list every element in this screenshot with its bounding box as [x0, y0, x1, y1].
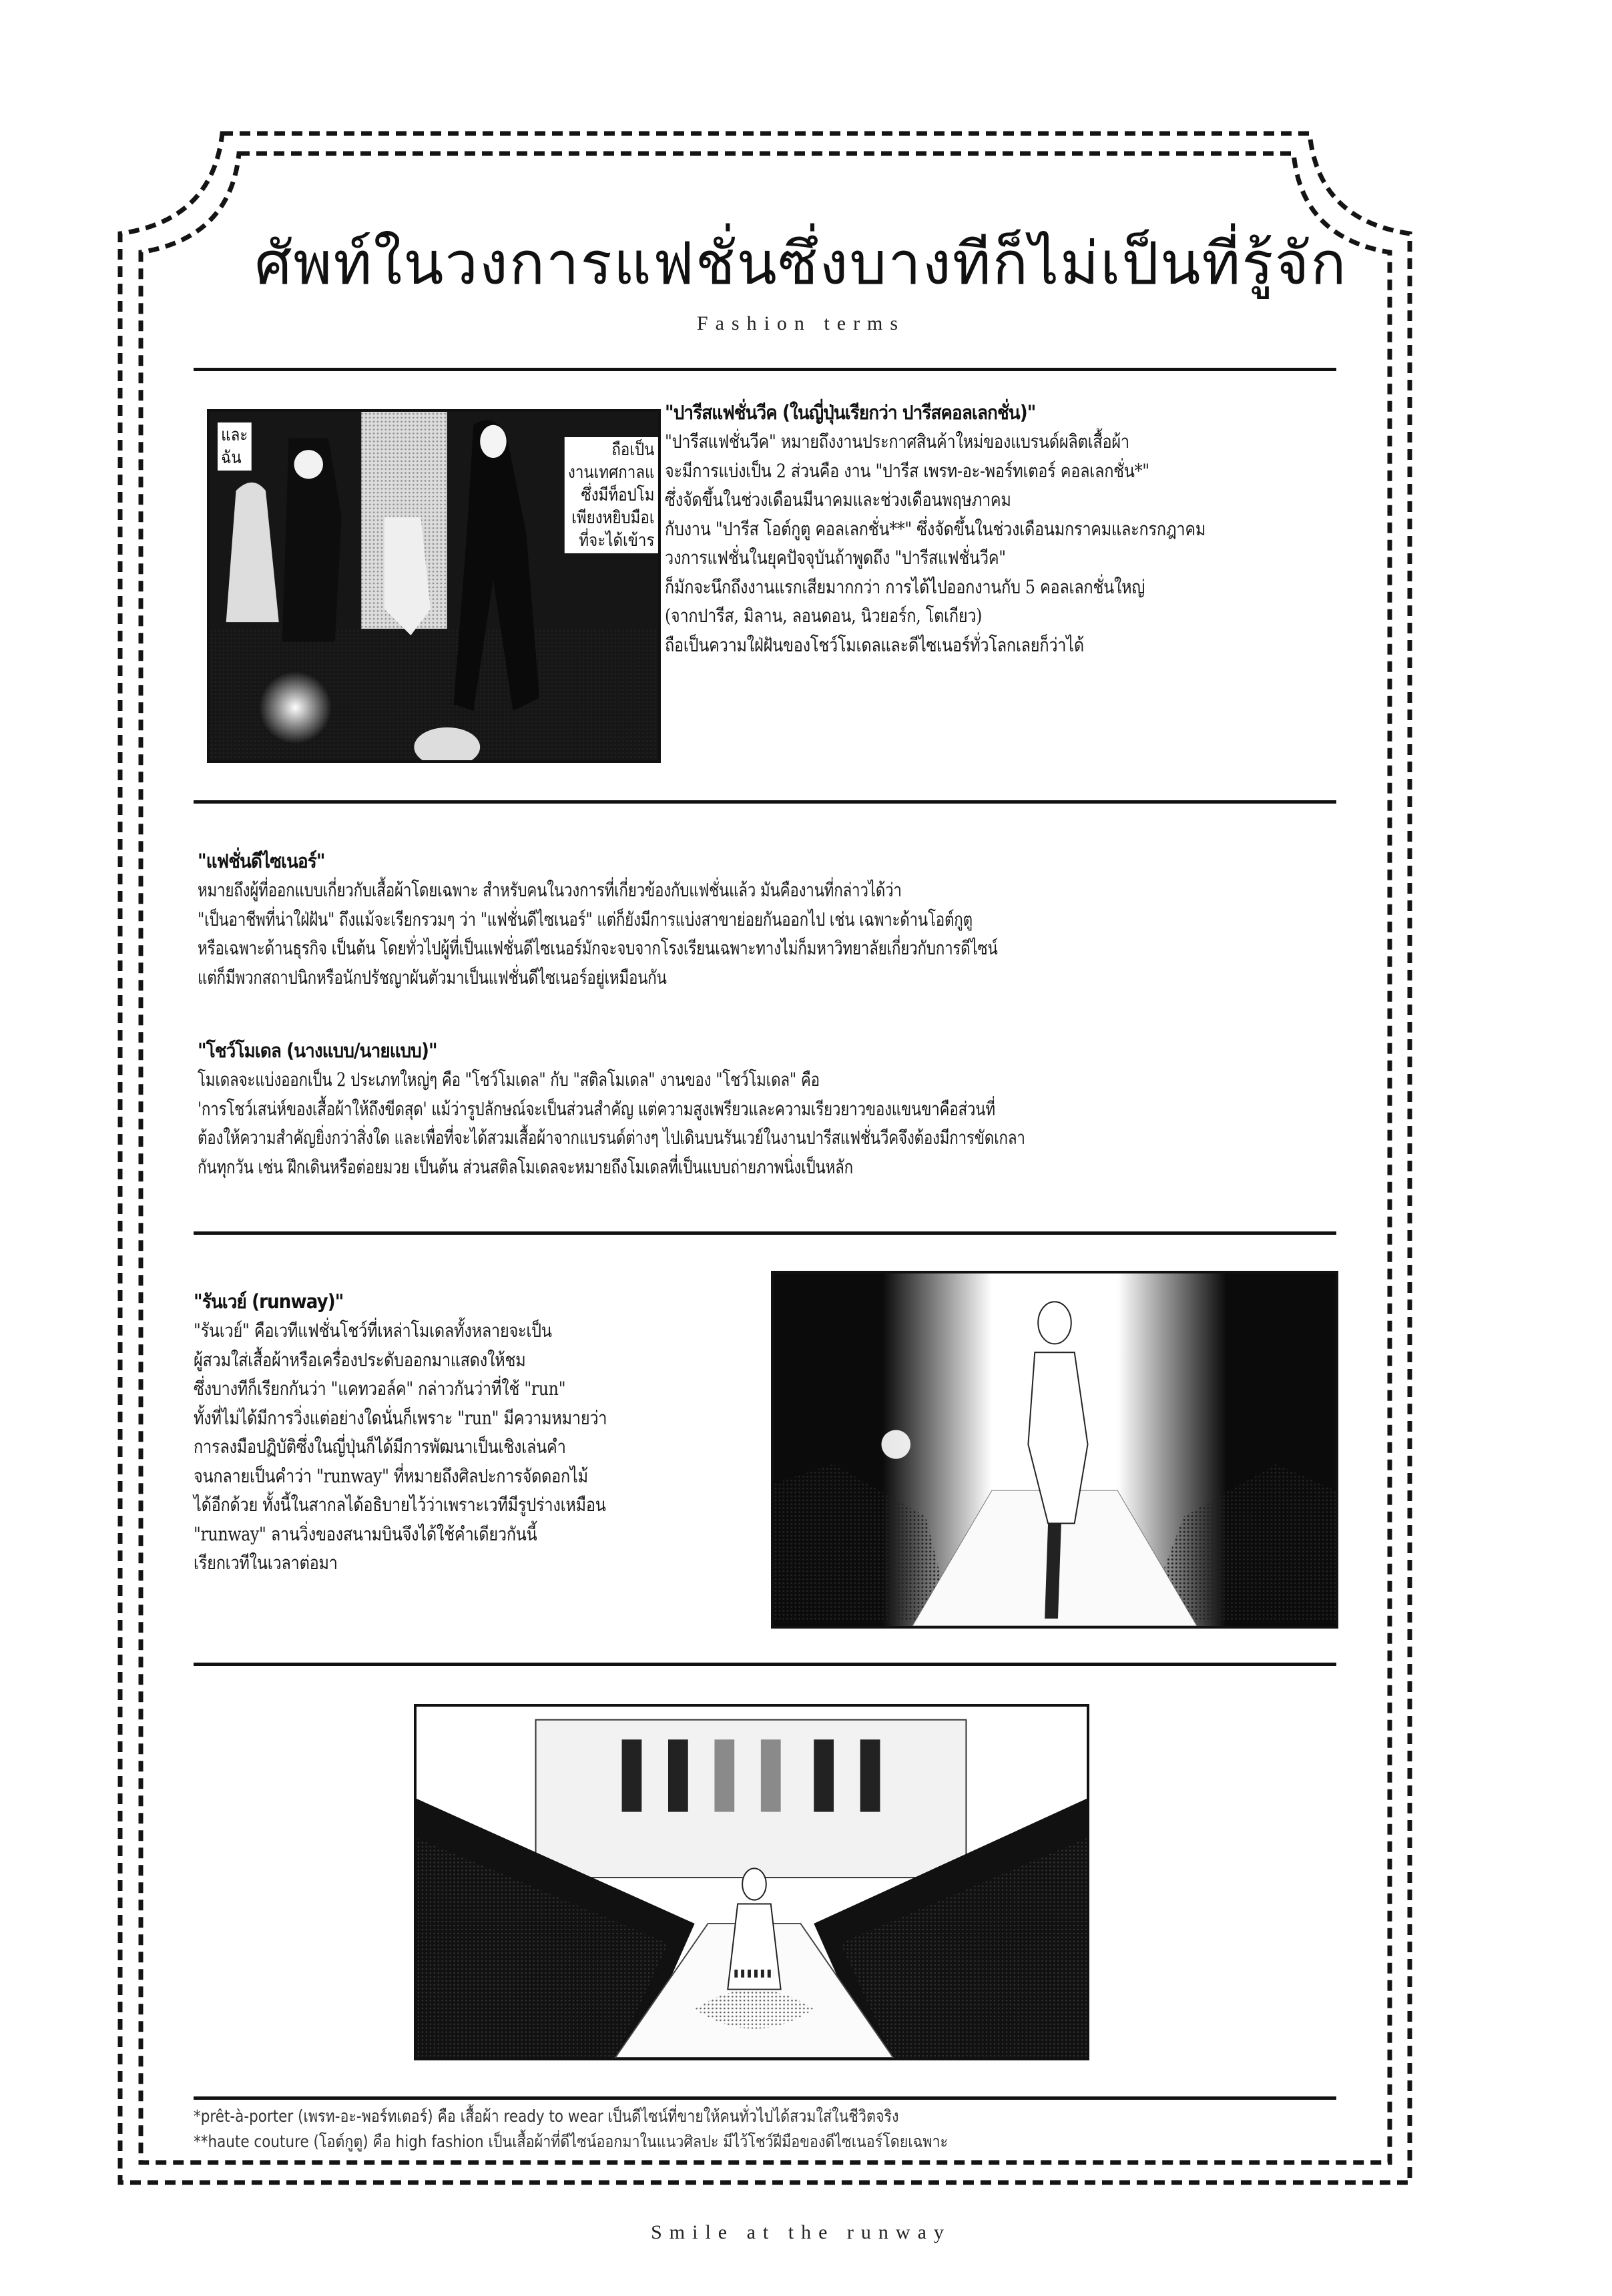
term-runway: [194, 1287, 768, 1578]
footnote-divider: [194, 2096, 1336, 2100]
manga-panel-fashion-week: [207, 409, 661, 763]
term-line: การลงมือปฏิบัติซึ่งในญี่ปุ่นก็ได้มีการพัฒนาเป็นเชิงเล่นคำ: [194, 1436, 566, 1458]
section-divider: [194, 1663, 1336, 1666]
term-heading: "โชว์โมเดล (นางแบบ/นายแบบ)": [198, 1039, 437, 1062]
term-line: "ปารีสแฟชั่นวีค" หมายถึงงานประกาศสินค้าใหม่ของแบรนด์ผลิตเสื้อผ้า: [665, 431, 1129, 453]
term-line: หรือเฉพาะด้านธุรกิจ เป็นต้น โดยทั่วไปผู้ที่เป็นแฟชั่นดีไซเนอร์มักจะจบจากโรงเรียนเฉพาะทางไม่ก็มหาวิทยาลัยเกี่ยวกับการดีไซน์: [198, 937, 998, 959]
page-subtitle: Fashion terms: [696, 312, 906, 334]
manga-panel-runway: [771, 1271, 1338, 1629]
term-line: "รันเวย์" คือเวทีแฟชั่นโชว์ที่เหล่าโมเดลทั้งหลายจะเป็น: [194, 1320, 552, 1342]
term-heading: "แฟชั่นดีไซเนอร์": [198, 850, 325, 872]
term-line: โมเดลจะแบ่งออกเป็น 2 ประเภทใหญ่ๆ คือ "โชว์โมเดล" กับ "สติลโมเดล" งานของ "โชว์โมเดล" คือ: [198, 1069, 820, 1091]
speech-bubble-right: ถือเป็น งานเทศกาลแ ซึ่งมีท็อปโม เพียงหยิบมือเ ที่จะได้เข้าร: [565, 437, 658, 553]
term-line: แต่ก็มีพวกสถาปนิกหรือนักปรัชญาผันตัวมาเป็นแฟชั่นดีไซเนอร์อยู่เหมือนกัน: [198, 966, 667, 988]
term-line: ซึ่งจัดขึ้นในช่วงเดือนมีนาคมและช่วงเดือนพฤษภาคม: [665, 489, 1011, 511]
term-line: จนกลายเป็นคำว่า "runway" ที่หมายถึงศิลปะการจัดดอกไม้: [194, 1464, 588, 1487]
footnote-haute-couture: **haute couture (โอต์กูตู) คือ high fashion เป็นเสื้อผ้าที่ดีไซน์ออกมาในแนวศิลปะ มีไว้โชว์ฝีมือของดีไซเนอร์โดยเฉพาะ: [194, 2132, 949, 2151]
term-line: ก็มักจะนึกถึงงานแรกเสียมากกว่า การได้ไปออกงานกับ 5 คอลเลกชั่นใหญ่: [665, 575, 1145, 598]
term-paris-fashion-week: [665, 398, 1346, 659]
term-line: "เป็นอาชีพที่น่าใฝ่ฝัน" ถึงแม้จะเรียกรวมๆ ว่า "แฟชั่นดีไซเนอร์" แต่ก็ยังมีการแบ่งสาขาย่อยกันออกไป เช่น เฉพาะด้านโอต์กูตู: [198, 908, 973, 930]
term-line: 'การโชว์เสน่ห์ของเสื้อผ้าให้ถึงขีดสุด' แม้ว่ารูปลักษณ์จะเป็นส่วนสำคัญ แต่ความสูงเพรียวและความเรียวยาวของแขนขาคือส่วนที่: [198, 1097, 995, 1120]
term-heading: "ปารีสแฟชั่นวีค (ในญี่ปุ่นเรียกว่า ปารีสคอลเลกชั่น)": [665, 401, 1036, 424]
footnote-pret-a-porter: *prêt-à-porter (เพรท-อะ-พอร์ทเตอร์) คือ เสื้อผ้า ready to wear เป็นดีไซน์ที่ขายให้คนทั่วไปได้สวมใส่ในชีวิตจริง: [194, 2106, 899, 2126]
term-line: ถือเป็นความใฝ่ฝันของโชว์โมเดลและดีไซเนอร์ทั่วโลกเลยก็ว่าได้: [665, 633, 1084, 656]
term-fashion-designer: [198, 846, 1359, 992]
term-line: "runway" ลานวิ่งของสนามบินจึงได้ใช้คำเดียวกันนี้: [194, 1522, 537, 1545]
term-line: กับงาน "ปารีส โอต์กูตู คอลเลกชั่น**" ซึ่งจัดขึ้นในช่วงเดือนมกราคมและกรกฎาคม: [665, 517, 1206, 540]
section-divider: [194, 1231, 1336, 1235]
section-divider: [194, 800, 1336, 804]
term-line: ต้องให้ความสำคัญยิ่งกว่าสิ่งใด และเพื่อที่จะได้สวมเสื้อผ้าจากแบรนด์ต่างๆ ไปเดินบนรันเวย์ในงานปารีสแฟชั่นวีคจึงต้องมีการขัดเกลา: [198, 1127, 1025, 1149]
term-line: จะมีการแบ่งเป็น 2 ส่วนคือ งาน "ปารีส เพรท-อะ-พอร์ทเตอร์ คอลเลกชั่น*": [665, 459, 1149, 482]
term-line: ผู้สวมใส่เสื้อผ้าหรือเครื่องประดับออกมาแสดงให้ชม: [194, 1348, 526, 1371]
term-line: (จากปารีส, มิลาน, ลอนดอน, นิวยอร์ก, โตเกียว): [665, 605, 983, 627]
term-line: ได้อีกด้วย ทั้งนี้ในสากลได้อธิบายไว้ว่าเพราะเวทีมีรูปร่างเหมือน: [194, 1494, 606, 1516]
footnotes: [194, 2104, 1368, 2155]
section-divider: [194, 368, 1336, 371]
book-title-caption: Smile at the runway: [651, 2221, 951, 2243]
speech-bubble-left: และ ฉัน: [218, 422, 251, 471]
manga-illustration: [417, 1707, 1087, 2058]
term-line: ทั้งที่ไม่ได้มีการวิ่งแต่อย่างใดนั่นก็เพราะ "run" มีความหมายว่า: [194, 1406, 607, 1429]
term-line: ซึ่งบางทีก็เรียกกันว่า "แคทวอล์ค" กล่าวกันว่าที่ใช้ "run": [194, 1378, 566, 1400]
term-show-model: [198, 1036, 1359, 1181]
term-line: วงการแฟชั่นในยุคปัจจุบันถ้าพูดถึง "ปารีสแฟชั่นวีค": [665, 547, 1006, 569]
term-line: เรียกเวทีในเวลาต่อมา: [194, 1552, 338, 1574]
manga-illustration: [774, 1273, 1336, 1626]
term-line: กันทุกวัน เช่น ฝึกเดินหรือต่อยมวย เป็นต้น ส่วนสติลโมเดลจะหมายถึงโมเดลที่เป็นแบบถ่ายภาพนิ่งเป็นหลัก: [198, 1155, 853, 1178]
term-heading: "รันเวย์ (runway)": [194, 1290, 344, 1313]
manga-panel-courtyard-runway: [414, 1704, 1089, 2060]
page-title: ศัพท์ในวงการแฟชั่นซึ่งบางทีก็ไม่เป็นที่รู้จัก: [254, 229, 1348, 298]
term-line: หมายถึงผู้ที่ออกแบบเกี่ยวกับเสื้อผ้าโดยเฉพาะ สำหรับคนในวงการที่เกี่ยวข้องกับแฟชั่นแล้ว มันคืองานที่กล่าวได้ว่า: [198, 879, 902, 901]
